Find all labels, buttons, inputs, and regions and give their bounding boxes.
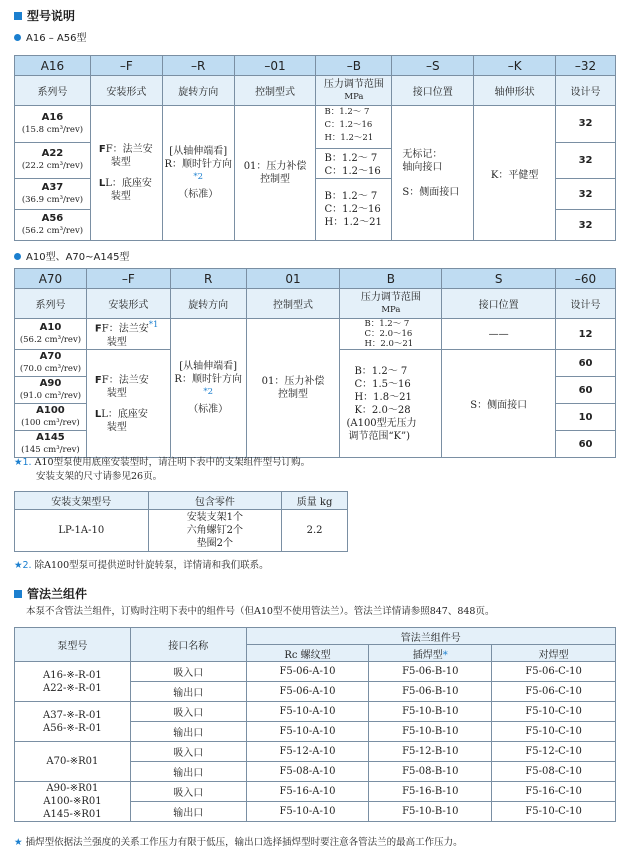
- flange-description: 本泵不含管法兰组件，订购时注明下表中的组件号（但A10型不使用管法兰）。管法兰详情请参照847、848页。: [26, 606, 495, 617]
- kit-butt: F5-16-C-10: [492, 782, 616, 802]
- port-name: 输出口: [130, 802, 246, 822]
- kit-butt: F5-08-C-10: [492, 762, 616, 782]
- bracket-table: [14, 491, 348, 552]
- kit-socket: F5-12-B-10: [369, 742, 492, 762]
- code-shaft: –K: [474, 56, 556, 76]
- shaft-cell: K：平健型: [474, 106, 556, 241]
- kit-rc: F5-10-A-10: [246, 722, 369, 742]
- rotation-cell: [从轴伸端看] R：顺时针方向$^{*2}$ （标准）: [162, 106, 234, 241]
- code-pressure: –B: [316, 56, 392, 76]
- dot-bullet-icon: [14, 34, 21, 41]
- kit-socket: F5-08-B-10: [369, 762, 492, 782]
- code-design: –32: [556, 56, 616, 76]
- port-cell: 无标记： 轴向接口 S：侧面接口: [392, 106, 474, 241]
- kit-butt: F5-10-C-10: [492, 702, 616, 722]
- series-cell: A37 (36.9 cm³/rev): [15, 179, 91, 210]
- series-cell: A10 (56.2 cm³/rev): [15, 319, 87, 350]
- head-pressure: 压力调节范围 MPa: [340, 289, 442, 319]
- kit-socket: F5-06-B-10: [369, 682, 492, 702]
- flange-head-pump: 泵型号: [15, 628, 131, 662]
- design-cell: 60: [556, 431, 616, 458]
- square-bullet-icon: [14, 590, 22, 598]
- port-name: 输出口: [130, 682, 246, 702]
- kit-rc: F5-10-A-10: [246, 802, 369, 822]
- bracket-model: LP-1A-10: [15, 510, 149, 552]
- control-cell: 01：压力补偿 控制型: [246, 319, 340, 458]
- series-cell: A56 (56.2 cm³/rev): [15, 210, 91, 241]
- head-port: 接口位置: [392, 76, 474, 106]
- series-cell: A90 (91.0 cm³/rev): [15, 377, 87, 404]
- note-1: ★1. A10型泵使用底座安装型时，请注明下表中的支架组件型号订购。 安装支架的尺寸请参见26页。: [14, 457, 311, 482]
- section-title-model: 型号说明: [14, 7, 75, 24]
- head-mount: 安装形式: [90, 76, 162, 106]
- port-name: 吸入口: [130, 702, 246, 722]
- flange-head-rc: Rc 螺纹型: [246, 645, 369, 662]
- kit-butt: F5-06-C-10: [492, 682, 616, 702]
- code-mount: –F: [90, 56, 162, 76]
- code-port: –S: [392, 56, 474, 76]
- kit-butt: F5-10-C-10: [492, 802, 616, 822]
- head-design: 设计号: [556, 76, 616, 106]
- head-port: 接口位置: [442, 289, 556, 319]
- kit-rc: F5-06-A-10: [246, 682, 369, 702]
- code-control: –01: [234, 56, 316, 76]
- kit-butt: F5-10-C-10: [492, 722, 616, 742]
- head-control: 控制型式: [246, 289, 340, 319]
- kit-rc: F5-10-A-10: [246, 702, 369, 722]
- kit-rc: F5-06-A-10: [246, 662, 369, 682]
- port-cell-a10: ——: [442, 319, 556, 350]
- design-cell: 60: [556, 350, 616, 377]
- code-control: 01: [246, 269, 340, 289]
- note-3: ★ 插焊型依据法兰强度的关系工作压力有限于低压，输出口选择插焊型时要注意各管法兰的最高工作压力。: [14, 837, 463, 848]
- kit-socket: F5-10-B-10: [369, 702, 492, 722]
- code-rotation: –R: [162, 56, 234, 76]
- kit-socket: F5-10-B-10: [369, 722, 492, 742]
- design-cell: 10: [556, 404, 616, 431]
- kit-socket: F5-10-B-10: [369, 802, 492, 822]
- note-2: ★2. 除A100型泵可提供逆时针旋转泵，详情请和我们联系。: [14, 560, 269, 571]
- control-cell: 01：压力补偿 控制型: [234, 106, 316, 241]
- series-cell: A145 (145 cm³/rev): [15, 431, 87, 458]
- dot-bullet-icon: [14, 253, 21, 260]
- bracket-head-mass: 质量 kg: [282, 492, 348, 510]
- head-mount: 安装形式: [86, 289, 170, 319]
- head-shaft: 轴伸形状: [474, 76, 556, 106]
- model-table-a16: [14, 55, 616, 241]
- series-cell: A16 (15.8 cm³/rev): [15, 106, 91, 143]
- bracket-head-parts: 包含零件: [148, 492, 282, 510]
- pressure-cell-a16: B：1.2～ 7 C：1.2～16 H：1.2～21 B：1.2～ 7 C：1.2～16: [316, 106, 392, 179]
- flange-table: [14, 627, 616, 822]
- head-design: 设计号: [556, 289, 616, 319]
- flange-head-socket: 插焊型*: [369, 645, 492, 662]
- code-port: S: [442, 269, 556, 289]
- rotation-cell: [从轴伸端看] R：顺时针方向$^{*2}$ （标准）: [170, 319, 246, 458]
- series-cell: A22 (22.2 cm³/rev): [15, 142, 91, 179]
- head-series: 系列号: [15, 76, 91, 106]
- series-cell: A100 (100 cm³/rev): [15, 404, 87, 431]
- design-cell: 32: [556, 142, 616, 179]
- pressure-cell-a10: B：1.2～ 7 C：2.0～16 H：2.0～21: [340, 319, 442, 350]
- bracket-parts: 安装支架1个 六角螺钉2个 垫圈2个: [148, 510, 282, 552]
- mount-cell-a10: FF：法兰安$^{*1}$ 装型: [86, 319, 170, 350]
- head-control: 控制型式: [234, 76, 316, 106]
- code-pressure: B: [340, 269, 442, 289]
- kit-socket: F5-16-B-10: [369, 782, 492, 802]
- square-bullet-icon: [14, 12, 22, 20]
- flange-head-port: 接口名称: [130, 628, 246, 662]
- pump-model-cell: A70-※R01: [15, 742, 131, 782]
- subtitle-a16-a56: A16 – A56型: [14, 29, 87, 44]
- code-series: A16: [15, 56, 91, 76]
- head-series: 系列号: [15, 289, 87, 319]
- subtitle-a10-a145: A10型、A70~A145型: [14, 248, 129, 263]
- code-design: –60: [556, 269, 616, 289]
- model-table-a70: [14, 268, 616, 458]
- bracket-head-model: 安装支架型号: [15, 492, 149, 510]
- code-mount: –F: [86, 269, 170, 289]
- pressure-cell-a70: B：1.2～ 7 C：1.5～16 H：1.8～21 K：2.0～28 (A100型无压力 调节范围“K”): [340, 350, 442, 458]
- mount-cell: FF：法兰安 装型 LL：底座安 装型: [86, 350, 170, 458]
- pump-model-cell: A37-※-R-01 A56-※-R-01: [15, 702, 131, 742]
- mount-cell: FF：法兰安 装型 LL：底座安 装型: [90, 106, 162, 241]
- port-name: 输出口: [130, 762, 246, 782]
- flange-head-butt: 对焊型: [492, 645, 616, 662]
- kit-socket: F5-06-B-10: [369, 662, 492, 682]
- port-cell: S：侧面接口: [442, 350, 556, 458]
- design-cell: 32: [556, 106, 616, 143]
- head-pressure: 压力调节范围 MPa: [316, 76, 392, 106]
- kit-rc: F5-16-A-10: [246, 782, 369, 802]
- bracket-mass: 2.2: [282, 510, 348, 552]
- kit-butt: F5-06-C-10: [492, 662, 616, 682]
- pump-model-cell: A90-※R01 A100-※R01 A145-※R01: [15, 782, 131, 822]
- series-cell: A70 (70.0 cm³/rev): [15, 350, 87, 377]
- head-rotation: 旋转方向: [162, 76, 234, 106]
- port-name: 吸入口: [130, 742, 246, 762]
- section-title-flange: 管法兰组件: [14, 585, 87, 602]
- flange-head-kit: 管法兰组件号: [246, 628, 615, 645]
- pressure-cell-a37: B：1.2～ 7 C：1.2～16 H：1.2～21: [316, 179, 392, 241]
- design-cell: 32: [556, 210, 616, 241]
- design-cell: 32: [556, 179, 616, 210]
- kit-butt: F5-12-C-10: [492, 742, 616, 762]
- port-name: 吸入口: [130, 782, 246, 802]
- port-name: 吸入口: [130, 662, 246, 682]
- kit-rc: F5-12-A-10: [246, 742, 369, 762]
- design-cell: 12: [556, 319, 616, 350]
- kit-rc: F5-08-A-10: [246, 762, 369, 782]
- head-rotation: 旋转方向: [170, 289, 246, 319]
- design-cell: 60: [556, 377, 616, 404]
- pump-model-cell: A16-※-R-01 A22-※-R-01: [15, 662, 131, 702]
- code-series: A70: [15, 269, 87, 289]
- code-rotation: R: [170, 269, 246, 289]
- port-name: 输出口: [130, 722, 246, 742]
